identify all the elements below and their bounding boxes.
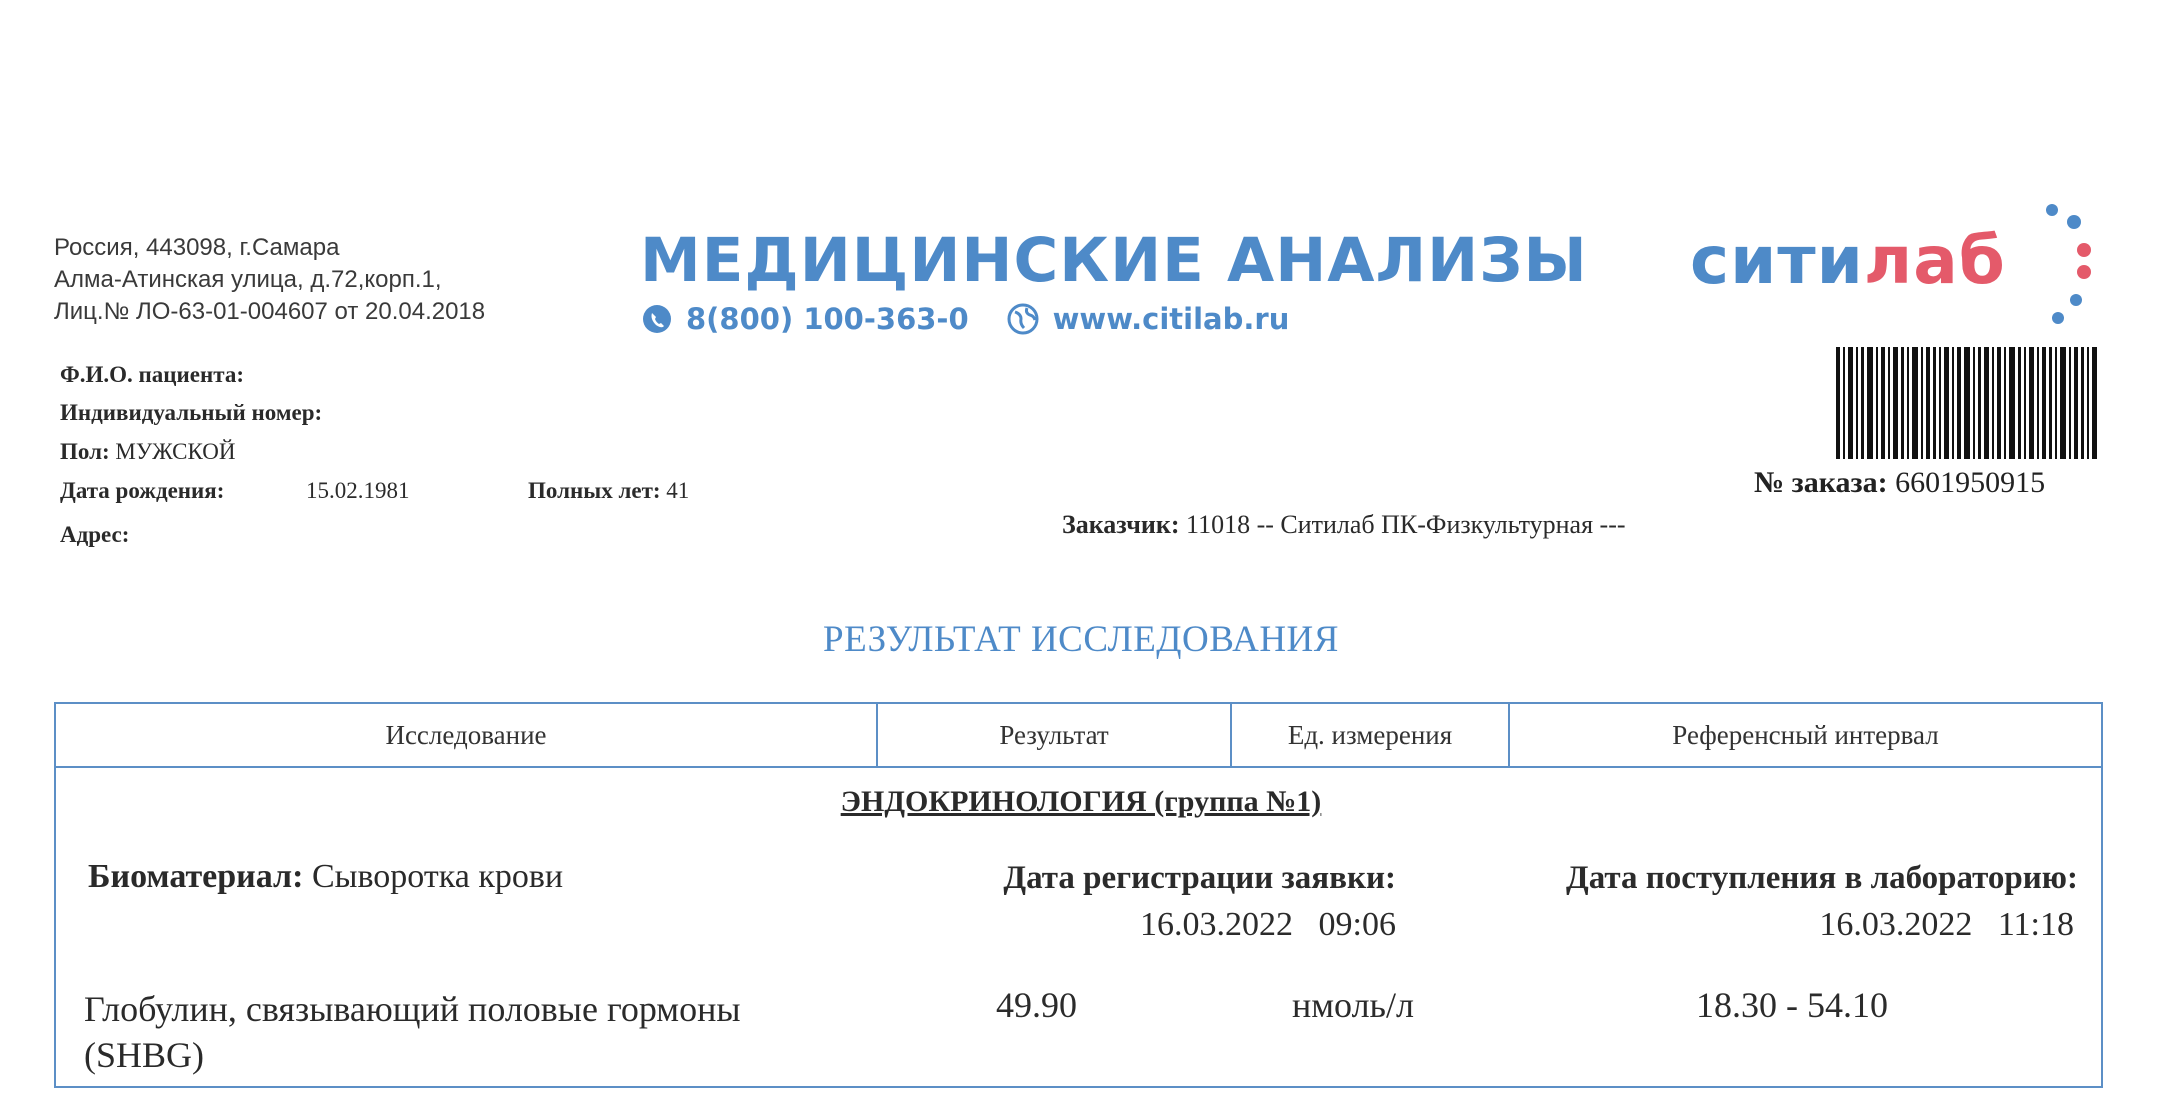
result-title: РЕЗУЛЬТАТ ИССЛЕДОВАНИЯ xyxy=(823,619,1339,660)
biomaterial xyxy=(88,858,563,896)
registration-date-label: Дата регистрации заявки: xyxy=(1003,860,1396,896)
phone-icon xyxy=(642,304,672,334)
patient-sex-label: Пол: xyxy=(60,439,110,464)
test-unit: нмоль/л xyxy=(1292,985,1414,1025)
received-date-label: Дата поступления в лабораторию: xyxy=(1566,860,2078,896)
patient-sex xyxy=(60,439,236,465)
birth-date-label: Дата рождения: xyxy=(60,478,225,503)
order-number xyxy=(1754,466,2045,500)
citilab-logo xyxy=(1690,222,2006,299)
logo-part-1: сити xyxy=(1690,222,1864,299)
patient-address-label: Адрес: xyxy=(60,522,130,547)
lab-address-line: Алма-Атинская улица, д.72,корп.1, xyxy=(54,266,442,293)
lab-address-line: Россия, 443098, г.Самара xyxy=(54,234,340,261)
contact-row xyxy=(642,302,1289,336)
website-block xyxy=(1007,302,1290,336)
header-title: МЕДИЦИНСКИЕ АНАЛИЗЫ xyxy=(640,225,1588,296)
patient-name-label: Ф.И.О. пациента: xyxy=(60,362,244,387)
header-reference: Референсный интервал xyxy=(1672,720,1939,750)
globe-icon xyxy=(1007,303,1039,335)
test-reference: 18.30 - 54.10 xyxy=(1696,985,1888,1025)
test-name: Глобулин, связывающий половые гормоны (SHBG) xyxy=(84,989,741,1075)
order-label: № заказа: xyxy=(1754,466,1888,499)
age-label: Полных лет: xyxy=(528,478,661,503)
logo-dots-icon xyxy=(2038,200,2098,330)
patient-sex-value: МУЖСКОЙ xyxy=(115,439,236,464)
received-date-value: 16.03.2022 11:18 xyxy=(1819,906,2074,943)
header-unit: Ед. измерения xyxy=(1287,720,1453,750)
biomaterial-value: Сыворотка крови xyxy=(311,858,564,895)
customer xyxy=(1062,510,1626,540)
logo-part-2: лаб xyxy=(1863,222,2006,299)
birth-date-value: 15.02.1981 xyxy=(306,478,410,503)
biomaterial-label: Биоматериал: xyxy=(88,858,304,895)
header-result: Результат xyxy=(999,720,1109,750)
test-result: 49.90 xyxy=(996,985,1077,1025)
section-title xyxy=(0,785,2162,819)
patient-age xyxy=(528,478,689,504)
section-title-text: ЭНДОКРИНОЛОГИЯ (группа №1) xyxy=(840,785,1322,818)
age-value: 41 xyxy=(666,478,690,503)
barcode-icon xyxy=(1836,347,2100,459)
customer-label: Заказчик: xyxy=(1062,510,1180,539)
website-link[interactable]: www.citilab.ru xyxy=(1052,302,1290,336)
lab-address xyxy=(54,232,614,328)
header-test: Исследование xyxy=(385,720,547,750)
order-value: 6601950915 xyxy=(1895,466,2046,499)
registration-date-value: 16.03.2022 09:06 xyxy=(1140,906,1396,943)
phone-number: 8(800) 100-363-0 xyxy=(686,302,969,336)
customer-value: 11018 -- Ситилаб ПК-Физкультурная --- xyxy=(1186,510,1626,539)
patient-id-label: Индивидуальный номер: xyxy=(60,400,323,425)
lab-license-line: Лиц.№ ЛО-63-01-004607 от 20.04.2018 xyxy=(54,298,486,325)
